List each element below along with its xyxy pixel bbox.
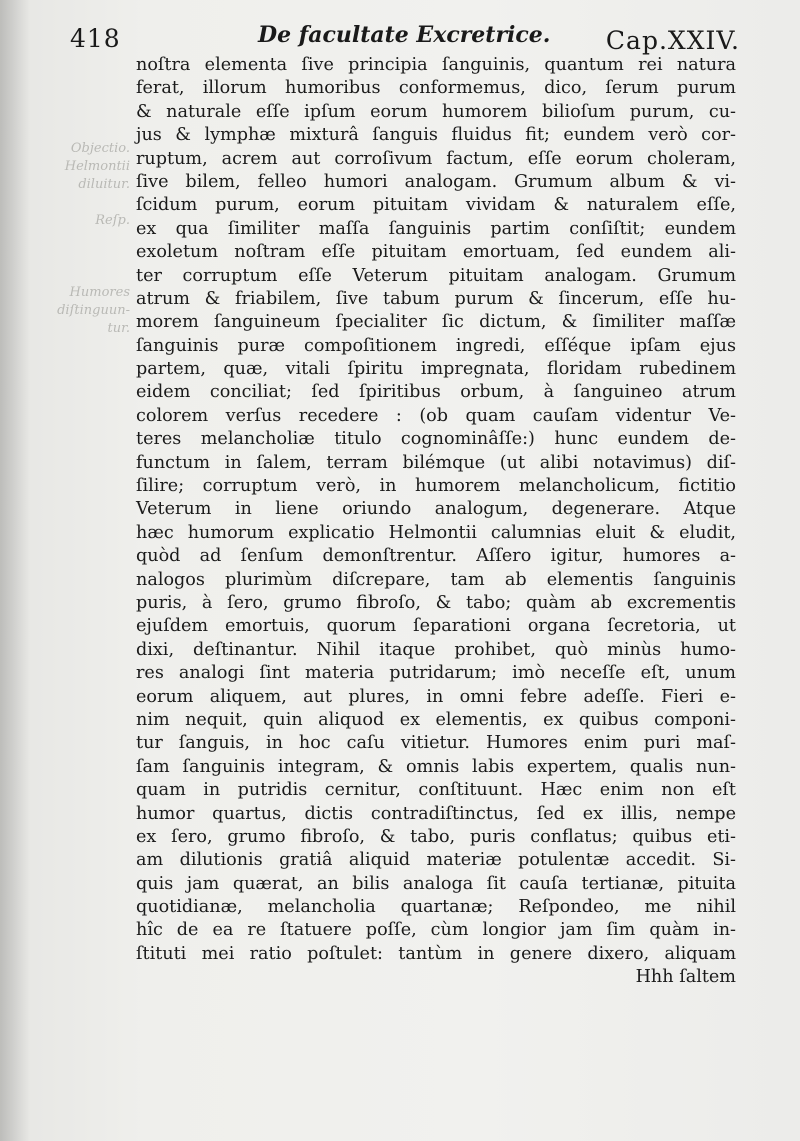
text-line: nim nequit, quin aliquod ex elementis, ex quibus componi- [136, 709, 736, 730]
text-line: am dilutionis gratiâ aliquid materiæ potulentæ accedit. Si- [136, 850, 736, 871]
text-line: Hhh ſaltem [635, 967, 736, 988]
margin-note [40, 248, 130, 266]
text-line: quam in putridis cernitur, conſtituunt. Hæc enim non eſt [136, 780, 736, 801]
text-line: hæc humorum explicatio Helmontii calumnias eluit & eludit, [136, 522, 736, 543]
gutter-shadow [0, 0, 30, 1141]
margin-note: Humores [69, 285, 130, 300]
text-line: hîc de ea re ſtatuere poſſe, cùm longior jam ſim quàm in- [136, 920, 736, 941]
text-line: exoletum noſtram eſſe pituitam emortuam, ſed eundem ali- [136, 242, 736, 263]
text-line: quòd ad ſenſum demonſtrentur. Aſſero igitur, humores a- [136, 546, 736, 567]
text-line: puris, à ſero, grumo fibroſo, & tabo; quàm ab excrementis [136, 592, 736, 613]
text-line: & naturale eſſe ipſum eorum humorem bilioſum purum, cu- [136, 101, 736, 122]
body-text [136, 54, 736, 990]
text-line: tur ſanguis, in hoc caſu vitietur. Humores enim puri maſ- [136, 733, 736, 754]
page-number: 418 [70, 24, 121, 53]
text-line: res analogi ſint materia putridarum; imò neceſſe eſt, unum [136, 663, 736, 684]
text-line: Veterum in liene oriundo analogum, degenerare. Atque [136, 499, 736, 520]
margin-note: diſtinguun- [57, 303, 130, 318]
margin-notes [40, 140, 130, 338]
chapter-label: Cap.XXIV. [605, 26, 740, 55]
margin-note [40, 266, 130, 284]
text-line: teres melancholiæ titulo cognominâſſe:) hunc eundem de- [136, 429, 736, 450]
text-line: eidem conciliat; ſed ſpiritibus orbum, à ſanguineo atrum [136, 382, 736, 403]
text-line: functum in ſalem, terram bilémque (ut alibi notavimus) diſ- [136, 452, 736, 473]
text-line: ex qua ſimiliter maſſa ſanguinis partim conſiſtit; eundem [136, 218, 736, 239]
text-line: noſtra elementa ſive principia ſanguinis, quantum rei natura [136, 55, 736, 75]
text-line: colorem verſus recedere : (ob quam cauſam videntur Ve- [136, 405, 736, 426]
text-line: ruptum, acrem aut corroſivum factum, eſſe eorum choleram, [136, 148, 736, 169]
margin-note: diluitur. [78, 177, 130, 192]
text-line: ſtituti mei ratio poſtulet: tantùm in genere dixero, aliquam [136, 943, 736, 964]
text-line: ex ſero, grumo fibroſo, & tabo, puris conflatus; quibus eti- [136, 826, 736, 847]
margin-note [40, 194, 130, 212]
margin-note: tur. [107, 321, 130, 336]
text-line: ferat, illorum humoribus conformemus, dico, ſerum purum [136, 78, 736, 99]
text-line: ſanguinis puræ compoſitionem ingredi, eſſéque ipſam ejus [136, 335, 736, 356]
text-line: ſam ſanguinis integram, & omnis labis expertem, qualis nun- [136, 756, 736, 777]
text-line: quotidianæ, melancholia quartanæ; Reſpondeo, me nihil [136, 897, 736, 918]
text-line: eorum aliquem, aut plures, in omni febre adeſſe. Fieri e- [136, 686, 736, 707]
margin-note [40, 230, 130, 248]
text-line: ſilire; corruptum verò, in humorem melancholicum, fictitio [136, 476, 736, 497]
text-line: atrum & friabilem, ſive tabum purum & ſincerum, eſſe hu- [136, 288, 736, 309]
text-line: nalogos plurimùm diſcrepare, tam ab elementis ſanguinis [136, 569, 736, 590]
running-head [70, 18, 740, 58]
text-line: jus & lymphæ mixturâ ſanguis fluidus fit; eundem verò cor- [136, 125, 736, 146]
running-title: De facultate Excretrice. [258, 22, 551, 48]
text-line: quis jam quærat, an bilis analoga ſit cauſa tertianæ, pituita [136, 873, 736, 894]
margin-note: Helmontii [64, 159, 130, 174]
text-line: humor quartus, dictis contradiſtinctus, ſed ex illis, nempe [136, 803, 736, 824]
margin-note: Reſp. [95, 213, 130, 228]
text-line: ſcidum purum, eorum pituitam vividam & naturalem eſſe, [136, 195, 736, 216]
text-line: ejuſdem emortuis, quorum ſeparationi organa ſecretoria, ut [136, 616, 736, 637]
margin-note: Objectio. [70, 141, 130, 156]
text-line: ter corruptum eſſe Veterum pituitam analogam. Grumum [136, 265, 736, 286]
text-line: morem ſanguineum ſpecialiter ſic dictum, & ſimiliter maſſæ [136, 312, 736, 333]
text-line: partem, quæ, vitali ſpiritu impregnata, floridam rubedinem [136, 359, 736, 380]
text-line: dixi, deſtinantur. Nihil itaque prohibet, quò minùs humo- [136, 639, 736, 660]
text-line: ſive bilem, felleo humori analogam. Grumum album & vi- [136, 171, 736, 192]
